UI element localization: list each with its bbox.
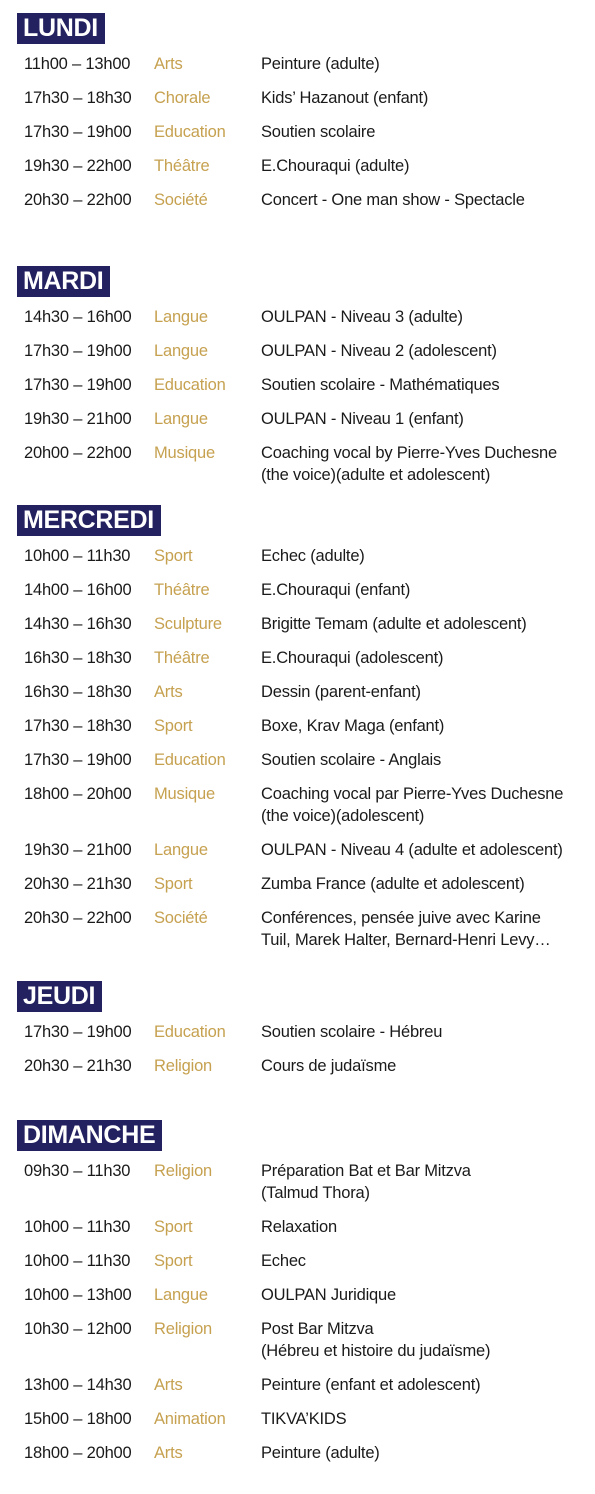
category-label: Langue (154, 841, 208, 859)
schedule-row (0, 715, 595, 737)
category-label: Education (154, 751, 226, 769)
activity-line: Concert - One man show - Spectacle (261, 191, 525, 209)
category-label: Animation (154, 1410, 226, 1428)
activity-line: E.Chouraqui (adolescent) (261, 649, 444, 667)
category-label: Arts (154, 683, 183, 701)
activity-line: Kids’ Hazanout (enfant) (261, 89, 429, 107)
category-label: Sculpture (154, 615, 222, 633)
day-rows (0, 1021, 595, 1077)
time-slot: 19h30 – 21h00 (24, 410, 132, 428)
category-label: Théâtre (154, 157, 210, 175)
time-slot: 15h00 – 18h00 (24, 1410, 132, 1428)
activity-line: Post Bar Mitzva (261, 1320, 374, 1338)
day-section-jeudi (0, 981, 595, 1089)
category-label: Langue (154, 410, 208, 428)
activity-line: Soutien scolaire - Mathématiques (261, 376, 500, 394)
day-heading: DIMANCHE (17, 1120, 162, 1151)
schedule-row (0, 907, 595, 951)
time-slot: 10h00 – 11h30 (24, 1252, 131, 1270)
activity-line: Zumba France (adulte et adolescent) (261, 875, 525, 893)
category-label: Arts (154, 1376, 183, 1394)
schedule-row (0, 340, 595, 362)
category-label: Sport (154, 1252, 193, 1270)
category-label: Arts (154, 1444, 183, 1462)
schedule-row (0, 408, 595, 430)
day-rows (0, 53, 595, 211)
schedule-row (0, 749, 595, 771)
time-slot: 17h30 – 19h00 (24, 1023, 132, 1041)
day-heading: MARDI (17, 266, 110, 297)
time-slot: 10h30 – 12h00 (24, 1320, 132, 1338)
schedule-row (0, 1284, 595, 1306)
time-slot: 09h30 – 11h30 (24, 1162, 131, 1180)
schedule-row (0, 613, 595, 635)
schedule-row (0, 545, 595, 567)
activity-line: Coaching vocal par Pierre-Yves Duchesne (261, 785, 564, 803)
activity-line: Relaxation (261, 1218, 337, 1236)
activity-line: Conférences, pensée juive avec Karine (261, 909, 541, 927)
activity-line: OULPAN Juridique (261, 1286, 396, 1304)
schedule-row (0, 87, 595, 109)
category-label: Théâtre (154, 581, 210, 599)
schedule-row (0, 1408, 595, 1430)
activity-line: Coaching vocal by Pierre-Yves Duchesne (261, 444, 557, 462)
activity-line: Boxe, Krav Maga (enfant) (261, 717, 445, 735)
day-heading: LUNDI (17, 13, 105, 44)
activity-line: E.Chouraqui (enfant) (261, 581, 411, 599)
activity-line: (Hébreu et histoire du judaïsme) (261, 1342, 491, 1360)
activity-line: Echec (261, 1252, 306, 1270)
day-section-dimanche (0, 1120, 595, 1476)
time-slot: 17h30 – 19h00 (24, 123, 132, 141)
category-label: Langue (154, 342, 208, 360)
time-slot: 20h30 – 22h00 (24, 191, 132, 209)
time-slot: 20h30 – 21h30 (24, 1057, 132, 1075)
time-slot: 20h30 – 21h30 (24, 875, 132, 893)
category-label: Langue (154, 308, 208, 326)
time-slot: 10h00 – 13h00 (24, 1286, 132, 1304)
activity-line: Soutien scolaire (261, 123, 376, 141)
schedule-row (0, 681, 595, 703)
schedule-row (0, 1374, 595, 1396)
time-slot: 16h30 – 18h30 (24, 683, 132, 701)
activity-line: Dessin (parent-enfant) (261, 683, 421, 701)
time-slot: 17h30 – 19h00 (24, 342, 132, 360)
time-slot: 14h30 – 16h00 (24, 308, 132, 326)
category-label: Arts (154, 55, 183, 73)
schedule-row (0, 442, 595, 486)
category-label: Chorale (154, 89, 211, 107)
activity-line: (the voice)(adulte et adolescent) (261, 466, 491, 484)
activity-line: E.Chouraqui (adulte) (261, 157, 410, 175)
schedule-row (0, 873, 595, 895)
time-slot: 17h30 – 19h00 (24, 376, 132, 394)
schedule-row (0, 1442, 595, 1464)
schedule-row (0, 374, 595, 396)
time-slot: 17h30 – 18h30 (24, 89, 132, 107)
category-label: Musique (154, 444, 215, 462)
schedule-row (0, 53, 595, 75)
activity-line: Brigitte Temam (adulte et adolescent) (261, 615, 527, 633)
schedule-row (0, 1318, 595, 1362)
category-label: Religion (154, 1057, 213, 1075)
category-label: Théâtre (154, 649, 210, 667)
day-heading: MERCREDI (17, 505, 161, 536)
category-label: Sport (154, 717, 193, 735)
activity-line: Tuil, Marek Halter, Bernard-Henri Levy… (261, 931, 551, 949)
activity-line: Soutien scolaire - Anglais (261, 751, 442, 769)
day-rows (0, 306, 595, 486)
time-slot: 20h00 – 22h00 (24, 444, 132, 462)
day-rows (0, 1160, 595, 1464)
schedule-row (0, 306, 595, 328)
category-label: Religion (154, 1320, 213, 1338)
time-slot: 17h30 – 18h30 (24, 717, 132, 735)
day-heading: JEUDI (17, 981, 102, 1012)
schedule-row (0, 121, 595, 143)
category-label: Sport (154, 875, 193, 893)
time-slot: 14h00 – 16h00 (24, 581, 132, 599)
schedule-row (0, 579, 595, 601)
activity-line: Soutien scolaire - Hébreu (261, 1023, 443, 1041)
schedule-row (0, 1160, 595, 1204)
time-slot: 10h00 – 11h30 (24, 1218, 131, 1236)
category-label: Religion (154, 1162, 213, 1180)
time-slot: 18h00 – 20h00 (24, 1444, 132, 1462)
time-slot: 16h30 – 18h30 (24, 649, 132, 667)
category-label: Education (154, 376, 226, 394)
schedule-row (0, 839, 595, 861)
time-slot: 11h00 – 13h00 (24, 55, 131, 73)
schedule-row (0, 155, 595, 177)
activity-line: Peinture (enfant et adolescent) (261, 1376, 481, 1394)
activity-line: OULPAN - Niveau 4 (adulte et adolescent) (261, 841, 563, 859)
activity-line: (Talmud Thora) (261, 1184, 370, 1202)
activity-line: (the voice)(adolescent) (261, 807, 425, 825)
category-label: Société (154, 191, 208, 209)
category-label: Langue (154, 1286, 208, 1304)
time-slot: 14h30 – 16h30 (24, 615, 132, 633)
activity-line: OULPAN - Niveau 3 (adulte) (261, 308, 463, 326)
category-label: Sport (154, 1218, 193, 1236)
schedule-row (0, 1055, 595, 1077)
time-slot: 18h00 – 20h00 (24, 785, 132, 803)
day-section-lundi (0, 13, 595, 223)
schedule-row (0, 783, 595, 827)
time-slot: 19h30 – 22h00 (24, 157, 132, 175)
category-label: Société (154, 909, 208, 927)
schedule-row (0, 1250, 595, 1272)
category-label: Education (154, 1023, 226, 1041)
time-slot: 13h00 – 14h30 (24, 1376, 132, 1394)
activity-line: OULPAN - Niveau 1 (enfant) (261, 410, 464, 428)
activity-line: Cours de judaïsme (261, 1057, 397, 1075)
schedule-row (0, 1216, 595, 1238)
time-slot: 10h00 – 11h30 (24, 547, 131, 565)
activity-line: Peinture (adulte) (261, 1444, 380, 1462)
time-slot: 19h30 – 21h00 (24, 841, 132, 859)
category-label: Education (154, 123, 226, 141)
activity-line: Préparation Bat et Bar Mitzva (261, 1162, 471, 1180)
schedule-row (0, 1021, 595, 1043)
category-label: Musique (154, 785, 215, 803)
day-section-mardi (0, 266, 595, 498)
day-section-mercredi (0, 505, 595, 963)
activity-line: OULPAN - Niveau 2 (adolescent) (261, 342, 497, 360)
category-label: Sport (154, 547, 193, 565)
schedule-row (0, 647, 595, 669)
time-slot: 20h30 – 22h00 (24, 909, 132, 927)
day-rows (0, 545, 595, 951)
time-slot: 17h30 – 19h00 (24, 751, 132, 769)
schedule-row (0, 189, 595, 211)
activity-line: Echec (adulte) (261, 547, 365, 565)
activity-line: TIKVA’KIDS (261, 1410, 347, 1428)
activity-line: Peinture (adulte) (261, 55, 380, 73)
